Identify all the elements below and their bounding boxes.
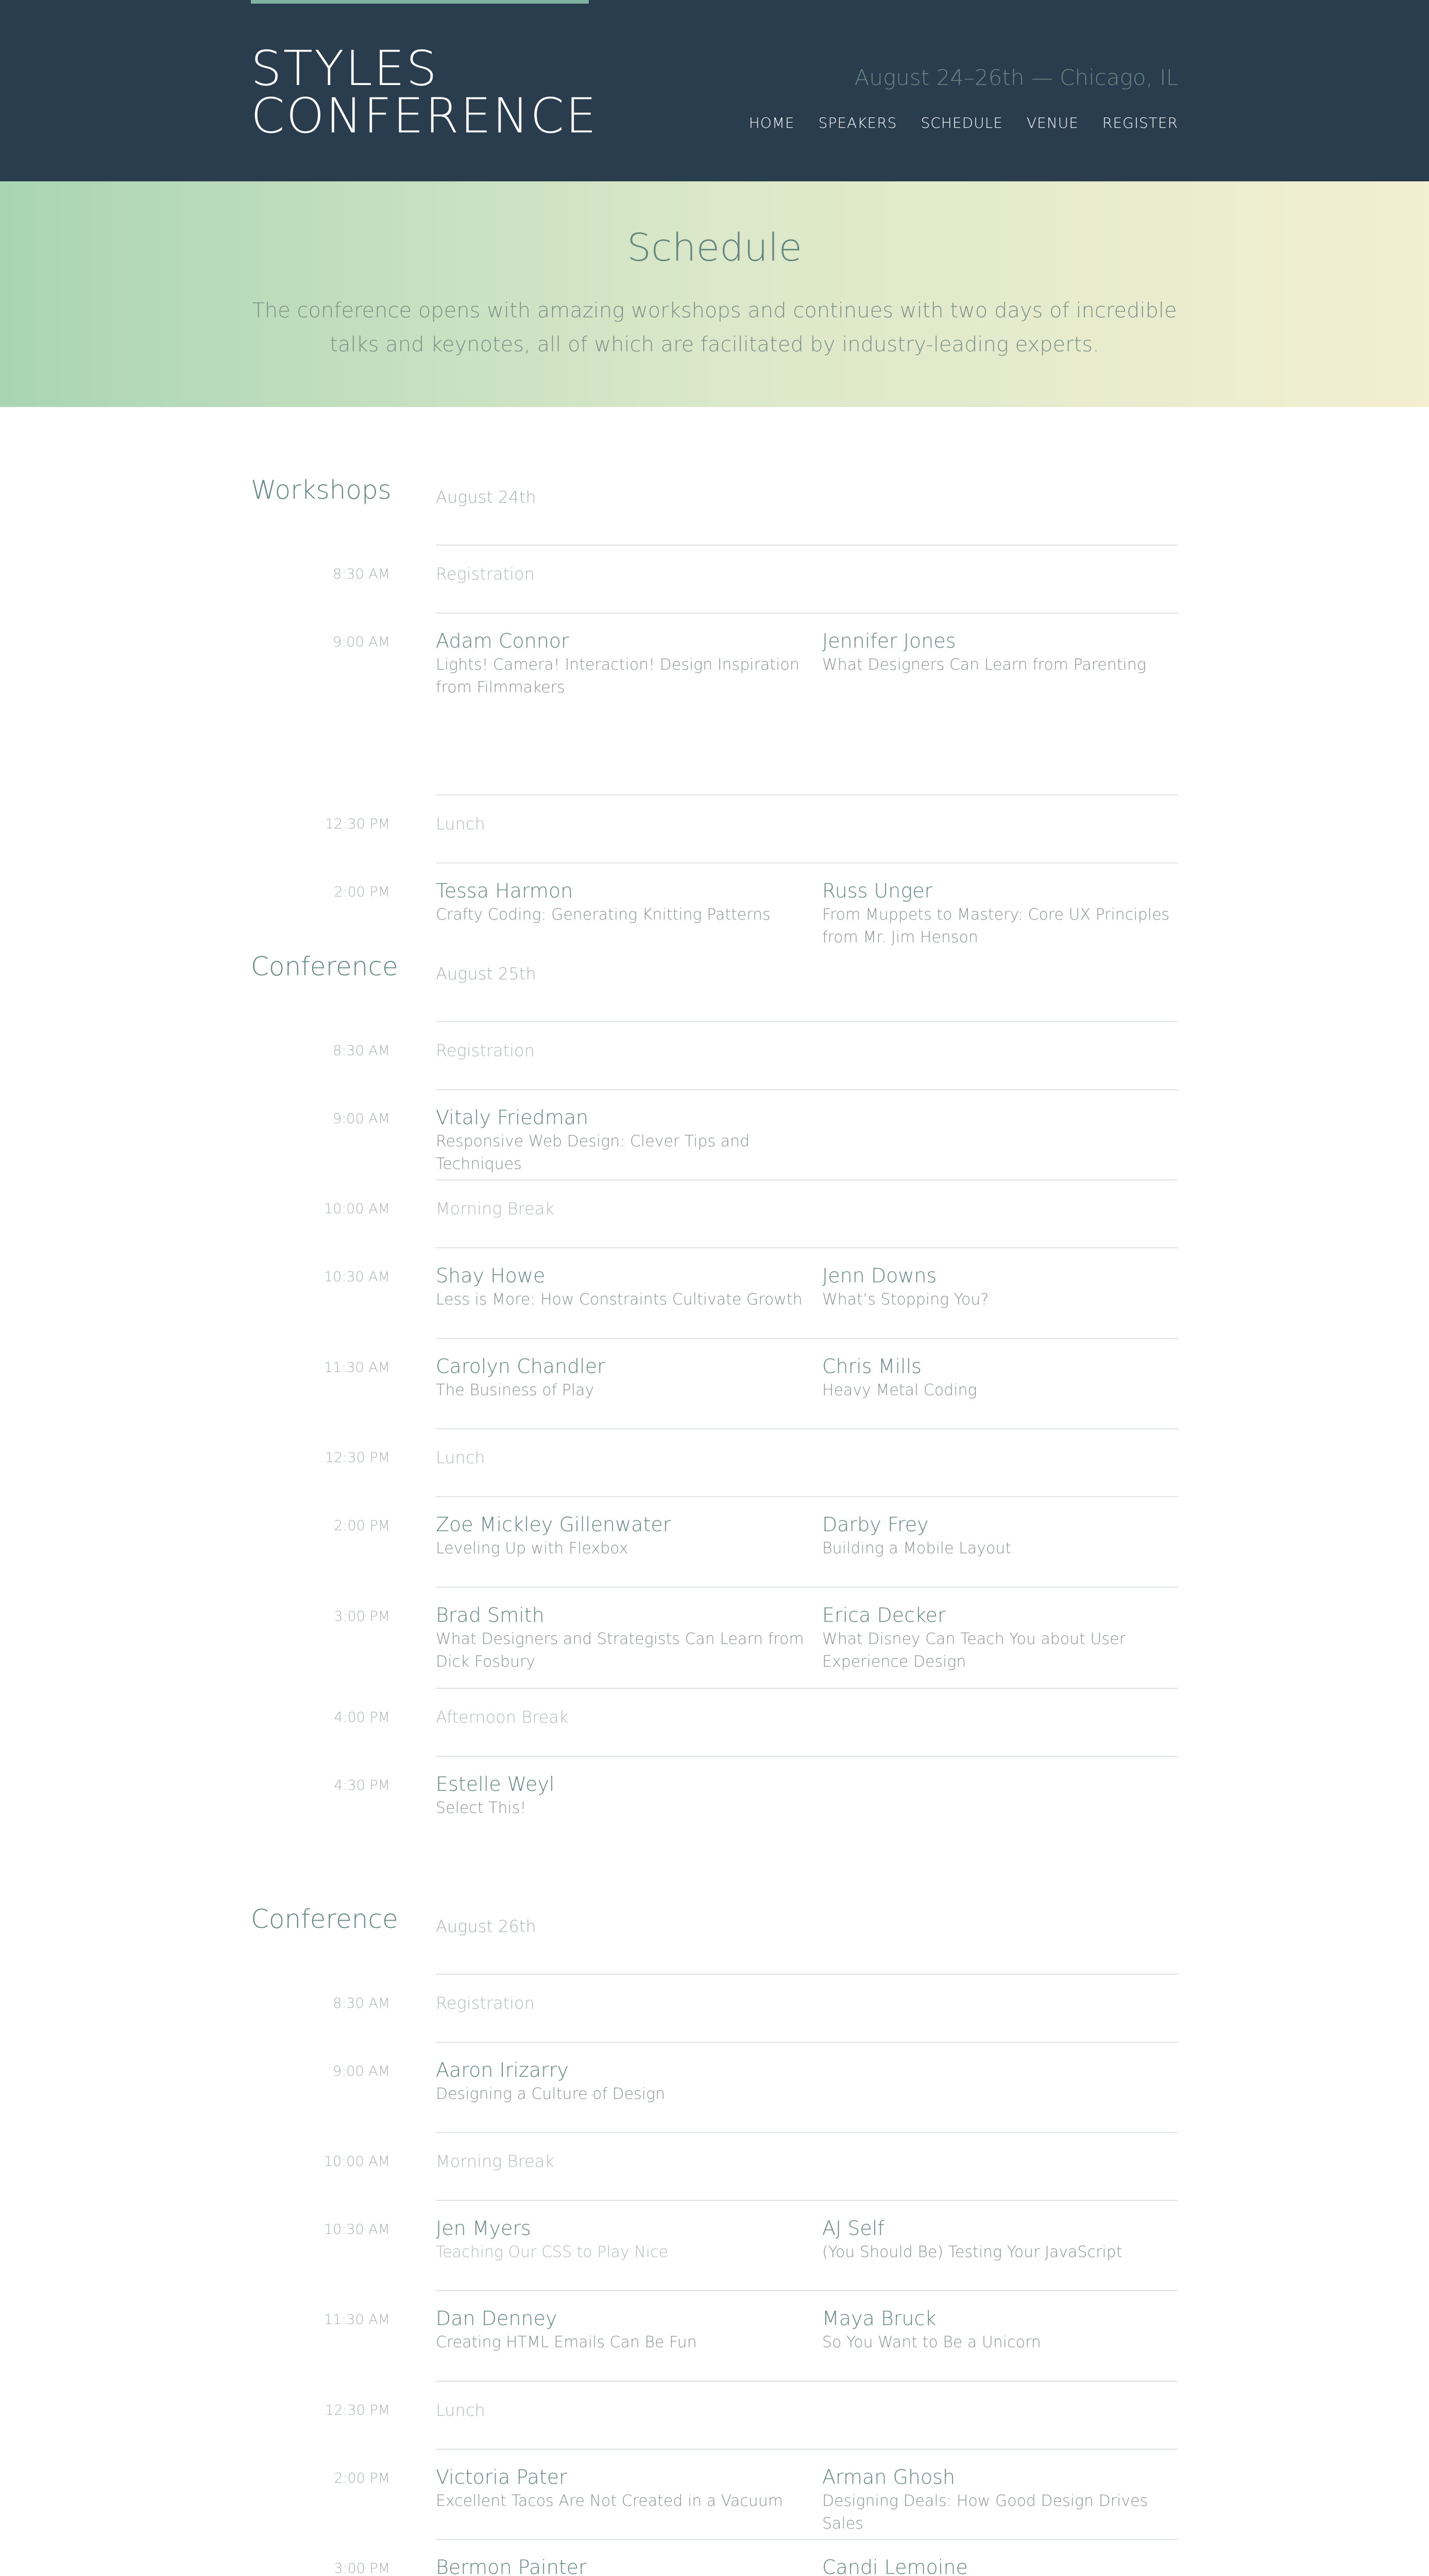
talk-title: What’s Stopping You? (822, 1291, 989, 1309)
talk-title: The Business of Play (436, 1381, 594, 1399)
schedule-divider (436, 1688, 1178, 1689)
slot-time: 2:00 PM (334, 1518, 390, 1534)
slot-time: 8:30 AM (333, 1043, 390, 1059)
slot-time: 9:00 AM (333, 2063, 390, 2079)
nav-register[interactable]: REGISTER (1102, 114, 1178, 131)
schedule-divider (436, 2132, 1178, 2133)
site-logo[interactable] (251, 41, 598, 144)
slot-time: 9:00 AM (333, 1111, 390, 1127)
talk-title: What Disney Can Teach You about User Experience Design (822, 1630, 1126, 1671)
schedule-divider (436, 2042, 1178, 2043)
logo-line-1: STYLES (251, 41, 438, 97)
hero-banner (0, 181, 1429, 407)
talk (436, 2216, 807, 2264)
talk-title: Teaching Our CSS to Play Nice (436, 2243, 669, 2261)
talk (822, 1513, 1193, 1560)
talk-title: Lights! Camera! Interaction! Design Inspiration from Filmmakers (436, 656, 799, 697)
talk-title: Designing a Culture of Design (436, 2085, 666, 2103)
talk (822, 879, 1193, 949)
schedule-divider (436, 2449, 1178, 2450)
slot-time: 9:00 AM (333, 634, 390, 650)
speaker-name[interactable]: AJ Self (822, 2217, 884, 2240)
speaker-name[interactable]: Jen Myers (436, 2217, 531, 2240)
speaker-name[interactable]: Russ Unger (822, 879, 933, 902)
break-label: Afternoon Break (436, 1707, 569, 1727)
speaker-name[interactable]: Jennifer Jones (822, 630, 956, 652)
event-tagline: August 24–26th — Chicago, IL (854, 65, 1178, 90)
slot-time: 8:30 AM (333, 1995, 390, 2011)
slot-time: 12:30 PM (325, 1450, 390, 1466)
nav-home[interactable]: HOME (748, 114, 795, 131)
schedule-divider (436, 1089, 1178, 1090)
talk (822, 1354, 1193, 1402)
schedule-divider (436, 1247, 1178, 1248)
talk-title: (You Should Be) Testing Your JavaScript (822, 2243, 1122, 2261)
schedule-divider (436, 794, 1178, 795)
talk-title: Less is More: How Constraints Cultivate Growth (436, 1291, 803, 1309)
talk-title: Responsive Web Design: Clever Tips and Techniques (436, 1132, 750, 1173)
break-label: Lunch (436, 814, 485, 834)
site-header (0, 0, 1429, 181)
break-label: Registration (436, 1993, 535, 2013)
slot-time: 12:30 PM (325, 816, 390, 832)
day-title: Workshops (251, 475, 392, 505)
speaker-name[interactable]: Shay Howe (436, 1264, 546, 1287)
slot-time: 10:00 AM (324, 1201, 390, 1217)
talk (436, 1354, 807, 1402)
slot-time: 12:30 PM (325, 2402, 390, 2418)
speaker-name[interactable]: Maya Bruck (822, 2307, 937, 2330)
talk (436, 1772, 807, 1820)
speaker-name[interactable]: Carolyn Chandler (436, 1355, 605, 1378)
talk (822, 1264, 1193, 1311)
schedule-divider (436, 545, 1178, 546)
schedule-divider (436, 613, 1178, 614)
talk-title: Select This! (436, 1799, 526, 1817)
talk-title: Designing Deals: How Good Design Drives Sales (822, 2492, 1148, 2533)
schedule-divider (436, 1338, 1178, 1339)
talk (822, 2216, 1193, 2264)
page-title: Schedule (626, 226, 803, 270)
nav-venue[interactable]: VENUE (1026, 114, 1079, 131)
day-date: August 26th (436, 1917, 536, 1936)
talk (436, 1106, 807, 1176)
talk (436, 2307, 807, 2354)
talk (436, 1603, 807, 1673)
talk (436, 879, 807, 926)
hero-intro: The conference opens with amazing workshops and continues with two days of incredible talks and keynotes, all of which are facilitated by industry-leading experts. (252, 299, 1177, 357)
speaker-name[interactable]: Jenn Downs (822, 1264, 937, 1287)
speaker-name[interactable]: Estelle Weyl (436, 1773, 555, 1795)
talk (436, 1513, 807, 1560)
main-nav (749, 114, 1178, 131)
speaker-name[interactable]: Adam Connor (436, 630, 569, 652)
speaker-name[interactable]: Dan Denney (436, 2307, 557, 2330)
schedule-divider (436, 1756, 1178, 1757)
break-label: Lunch (436, 2400, 485, 2420)
break-label: Morning Break (436, 1199, 554, 1218)
break-label: Lunch (436, 1448, 485, 1467)
day-date: August 25th (436, 964, 536, 984)
talk-title: Crafty Coding: Generating Knitting Patterns (436, 906, 771, 924)
speaker-name[interactable]: Brad Smith (436, 1604, 545, 1626)
schedule-divider (436, 1974, 1178, 1975)
talk (822, 2465, 1193, 2535)
talk-title: Leveling Up with Flexbox (436, 1539, 628, 1557)
schedule-divider (436, 2381, 1178, 2382)
slot-time: 10:00 AM (324, 2154, 390, 2170)
day-title: Conference (251, 1904, 398, 1934)
slot-time: 8:30 AM (333, 566, 390, 582)
slot-time: 3:00 PM (334, 1608, 390, 1624)
talk-title: Building a Mobile Layout (822, 1539, 1012, 1557)
schedule-divider (436, 1179, 1178, 1180)
talk-title: Creating HTML Emails Can Be Fun (436, 2333, 697, 2351)
day-title: Conference (251, 952, 398, 981)
schedule-divider (436, 2290, 1178, 2291)
speaker-name[interactable]: Zoe Mickley Gillenwater (436, 1513, 671, 1536)
speaker-name[interactable]: Aaron Irizarry (436, 2059, 569, 2081)
speaker-name[interactable]: Tessa Harmon (436, 879, 573, 902)
talk (436, 629, 807, 699)
schedule-divider (436, 1587, 1178, 1588)
slot-time: 11:30 AM (324, 2312, 390, 2328)
slot-time: 3:00 PM (334, 2561, 390, 2576)
logo-line-2: CONFERENCE (251, 88, 598, 144)
header-accent-bar (251, 0, 589, 4)
speaker-name[interactable]: Vitaly Friedman (436, 1106, 589, 1129)
talk-title: What Designers and Strategists Can Learn from Dick Fosbury (436, 1630, 804, 1671)
talk (436, 1264, 807, 1311)
talk (822, 2307, 1193, 2354)
speaker-name[interactable]: Darby Frey (822, 1513, 929, 1536)
talk-title: Heavy Metal Coding (822, 1381, 977, 1399)
talk (436, 2555, 807, 2576)
break-label: Registration (436, 564, 535, 584)
talk-title: Excellent Tacos Are Not Created in a Vacuum (436, 2492, 784, 2510)
nav-speakers[interactable]: SPEAKERS (818, 114, 897, 131)
talk-title: What Designers Can Learn from Parenting (822, 656, 1146, 674)
break-label: Registration (436, 1041, 535, 1060)
speaker-name[interactable]: Erica Decker (822, 1604, 946, 1626)
day-date: August 24th (436, 487, 536, 507)
schedule-divider (436, 862, 1178, 863)
speaker-name[interactable]: Bermon Painter (436, 2556, 587, 2576)
speaker-name[interactable]: Victoria Pater (436, 2466, 567, 2488)
schedule-divider (436, 1428, 1178, 1429)
schedule-divider (436, 1496, 1178, 1497)
talk (822, 2555, 1193, 2576)
talk (436, 2465, 807, 2513)
slot-time: 2:00 PM (334, 884, 390, 900)
talk (822, 629, 1193, 676)
talk (822, 1603, 1193, 1673)
speaker-name[interactable]: Arman Ghosh (822, 2466, 956, 2488)
schedule-divider (436, 2539, 1178, 2540)
slot-time: 4:00 PM (334, 1709, 390, 1725)
break-label: Morning Break (436, 2151, 554, 2171)
slot-time: 10:30 AM (324, 1269, 390, 1285)
slot-time: 10:30 AM (324, 2222, 390, 2238)
talk-title: So You Want to Be a Unicorn (822, 2333, 1041, 2351)
talk-title: From Muppets to Mastery: Core UX Principles from Mr. Jim Henson (822, 906, 1170, 946)
speaker-name[interactable]: Candi Lemoine (822, 2556, 968, 2576)
nav-schedule[interactable]: SCHEDULE (921, 114, 1003, 131)
schedule-divider (436, 2200, 1178, 2201)
slot-time: 4:30 PM (334, 1777, 390, 1793)
speaker-name[interactable]: Chris Mills (822, 1355, 922, 1378)
talk (436, 2058, 807, 2106)
slot-time: 11:30 AM (324, 1360, 390, 1376)
slot-time: 2:00 PM (334, 2470, 390, 2486)
schedule-divider (436, 1021, 1178, 1022)
